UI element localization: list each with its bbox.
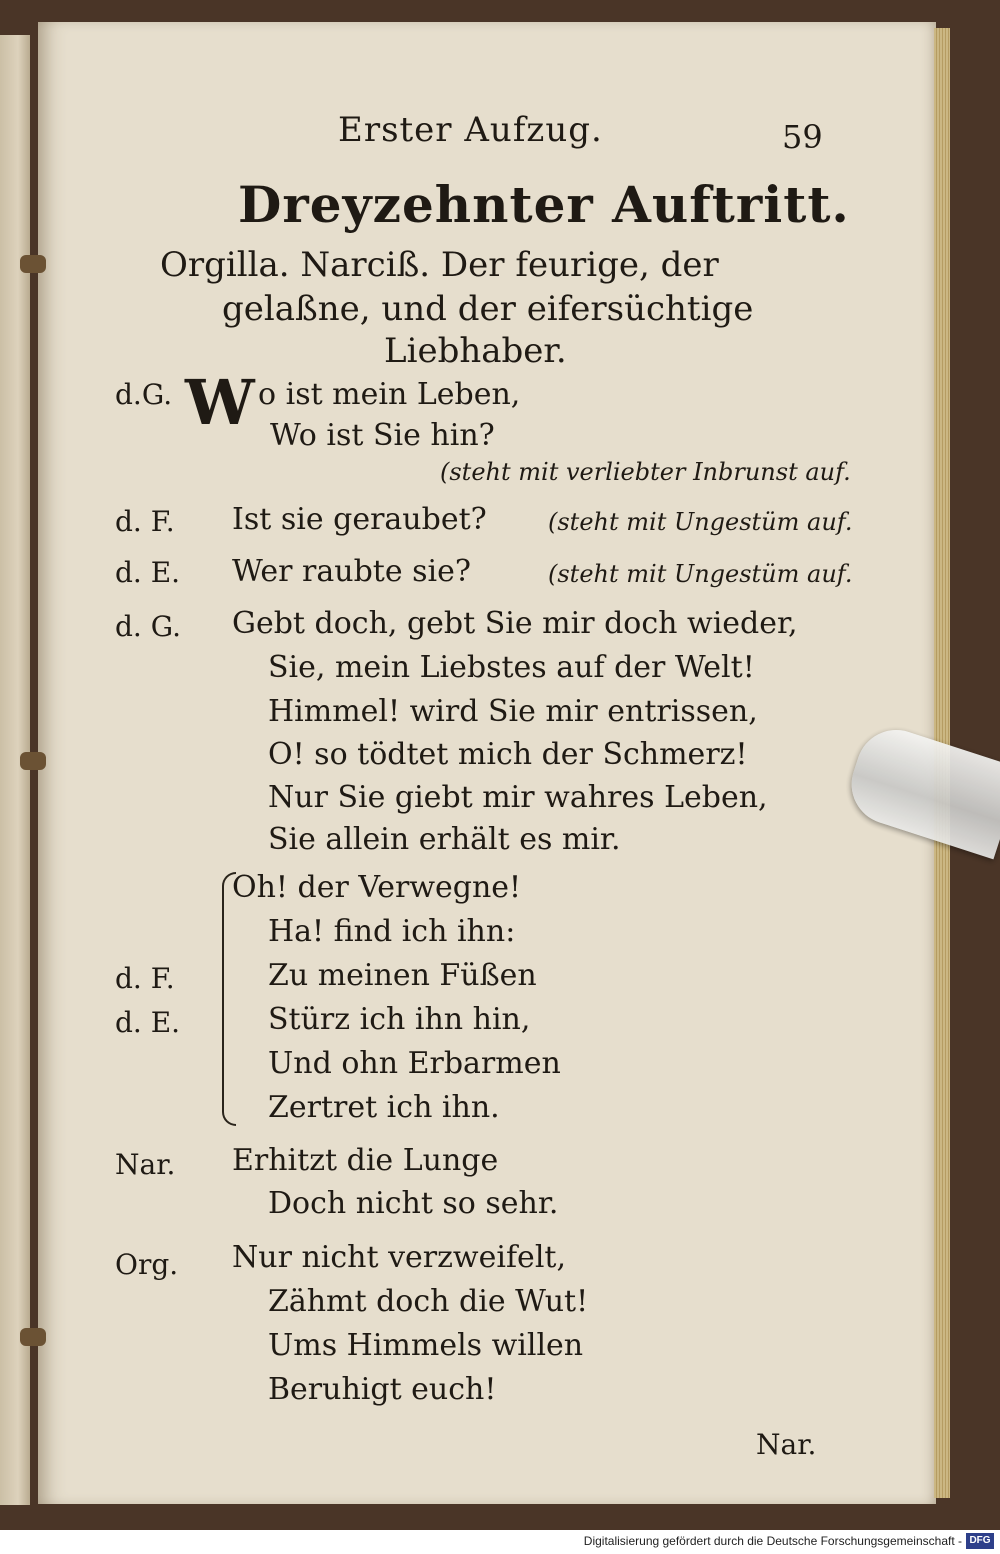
verse-line: Erhitzt die Lunge: [232, 1143, 499, 1178]
verse-line: Doch nicht so sehr.: [268, 1186, 559, 1221]
running-title: Erster Aufzug.: [338, 110, 603, 150]
verse-line: Und ohn Erbarmen: [268, 1046, 561, 1081]
footer-credit: Digitalisierung gefördert durch die Deutsche Forschungsgemeinschaft -: [583, 1534, 962, 1548]
speaker-label: d. E.: [115, 556, 181, 589]
verse-line: Ist sie geraubet?: [232, 502, 487, 537]
binding-thread: [20, 1328, 46, 1346]
catchword: Nar.: [756, 1428, 817, 1461]
verse-line: Sie allein erhält es mir.: [268, 822, 621, 857]
speaker-label: d. G.: [115, 610, 181, 643]
speaker-label: d.G.: [115, 378, 173, 411]
footer-bar: [0, 1530, 1000, 1554]
verse-line: Zu meinen Füßen: [268, 958, 537, 993]
binding-thread: [20, 752, 46, 770]
verse-line: Sie, mein Liebstes auf der Welt!: [268, 650, 755, 685]
drop-initial: W: [185, 366, 255, 439]
stage-direction: (steht mit Ungestüm auf.: [548, 560, 853, 588]
stage-direction: (steht mit Ungestüm auf.: [548, 508, 853, 536]
verse-line: Stürz ich ihn hin,: [268, 1002, 531, 1037]
speaker-brace: [222, 872, 236, 1126]
speaker-label: Org.: [115, 1248, 179, 1281]
verse-line: Oh! der Verwegne!: [232, 870, 522, 905]
speaker-label: Nar.: [115, 1148, 176, 1181]
dfg-logo: DFG: [966, 1533, 994, 1549]
speaker-label: d. F.: [115, 505, 175, 538]
character-list-line: Orgilla. Narciß. Der feurige, der: [160, 245, 719, 285]
verse-line: Beruhigt euch!: [268, 1372, 497, 1407]
stage-direction: (steht mit verliebter Inbrunst auf.: [440, 458, 851, 486]
verse-line: Wer raubte sie?: [232, 554, 471, 589]
verse-line: O! so tödtet mich der Schmerz!: [268, 737, 748, 772]
verse-line: Himmel! wird Sie mir entrissen,: [268, 694, 758, 729]
page-number: 59: [782, 118, 823, 156]
verse-line: Ums Himmels willen: [268, 1328, 584, 1363]
binding-thread: [20, 255, 46, 273]
verse-line: Ha! find ich ihn:: [268, 914, 516, 949]
verse-line: Gebt doch, gebt Sie mir doch wieder,: [232, 606, 798, 641]
verse-line: Zertret ich ihn.: [268, 1090, 500, 1125]
verse-line: Zähmt doch die Wut!: [268, 1284, 589, 1319]
speaker-label: d. E.: [115, 1006, 181, 1039]
character-list-line: gelaßne, und der eifersüchtige: [222, 289, 754, 329]
verse-line: o ist mein Leben,: [258, 377, 521, 412]
verse-line: Nur Sie giebt mir wahres Leben,: [268, 780, 768, 815]
speaker-label: d. F.: [115, 962, 175, 995]
character-list-line: Liebhaber.: [384, 331, 567, 371]
scene-title: Dreyzehnter Auftritt.: [238, 175, 850, 234]
verse-line: Nur nicht verzweifelt,: [232, 1240, 566, 1275]
verse-line: Wo ist Sie hin?: [270, 418, 495, 453]
